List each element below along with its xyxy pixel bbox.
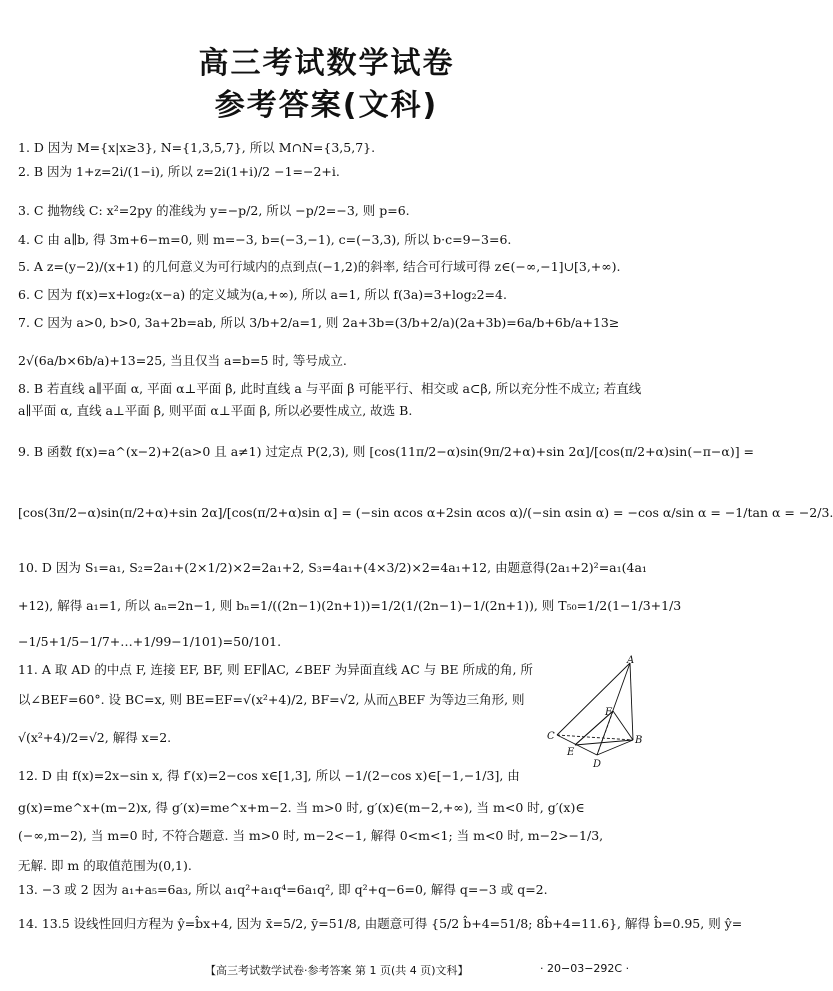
answer-line: 8. B 若直线 a∥平面 α, 平面 α⊥平面 β, 此时直线 a 与平面 β 可能平行、相交或 a⊂β, 所以充分性不成立; 若直线 (18, 381, 642, 396)
answer-line: 2√(6a/b×6b/a)+13=25, 当且仅当 a=b=5 时, 等号成立. (18, 353, 347, 368)
answer-line: √(x²+4)/2=√2, 解得 x=2. (18, 730, 172, 745)
footer-code: · 20−03−292C · (540, 962, 630, 975)
answer-line: (−∞,m−2), 当 m=0 时, 不符合题意. 当 m>0 时, m−2<−1, 解得 0<m<1; 当 m<0 时, m−2>−1/3, (18, 828, 604, 843)
label-b: B (635, 735, 643, 746)
label-c: C (547, 731, 555, 742)
label-e: E (567, 747, 575, 758)
answer-line: 7. C 因为 a>0, b>0, 3a+2b=ab, 所以 3/b+2/a=1, 则 2a+3b=(3/b+2/a)(2a+3b)=6a/b+6b/a+13≥ (18, 315, 620, 330)
footer-page-info: 【高三考试数学试卷·参考答案 第 1 页(共 4 页)文科】 (205, 964, 469, 977)
label-d: D (593, 759, 602, 770)
label-a: A (627, 655, 635, 666)
geometry-figure (545, 655, 645, 770)
answer-line: 13. −3 或 2 因为 a₁+a₅=6a₃, 所以 a₁q²+a₁q⁴=6a₁q², 即 q²+q−6=0, 解得 q=−3 或 q=2. (18, 882, 548, 897)
page-title: 高三考试数学试卷 (198, 46, 455, 81)
answer-line: g(x)=me^x+(m−2)x, 得 g′(x)=me^x+m−2. 当 m>0 时, g′(x)∈(m−2,+∞), 当 m<0 时, g′(x)∈ (18, 800, 585, 815)
answer-line: 14. 13.5 设线性回归方程为 ŷ=b̂x+4, 因为 x̄=5/2, ȳ=51/8, 由题意可得 {5/2 b̂+4=51/8; 8b̂+4=11.6}, 解得 b̂=0.95, 则 ŷ= (18, 916, 743, 931)
answer-line: 3. C 抛物线 C: x²=2py 的准线为 y=−p/2, 所以 −p/2=−3, 则 p=6. (18, 203, 410, 218)
answer-line: 12. D 由 f(x)=2x−sin x, 得 f′(x)=2−cos x∈[1,3], 所以 −1/(2−cos x)∈[−1,−1/3], 由 (18, 768, 520, 783)
answer-line: 1. D 因为 M={x|x≥3}, N={1,3,5,7}, 所以 M∩N={3,5,7}. (18, 140, 376, 155)
answer-line: 4. C 由 a∥b, 得 3m+6−m=0, 则 m=−3, b=(−3,−1), c=(−3,3), 所以 b·c=9−3=6. (18, 232, 512, 247)
answer-line: a∥平面 α, 直线 a⊥平面 β, 则平面 α⊥平面 β, 所以必要性成立, 故选 B. (18, 403, 413, 418)
answer-line: 2. B 因为 1+z=2i/(1−i), 所以 z=2i(1+i)/2 −1=−2+i. (18, 164, 340, 179)
answer-line: 11. A 取 AD 的中点 F, 连接 EF, BF, 则 EF∥AC, ∠BEF 为异面直线 AC 与 BE 所成的角, 所 (18, 662, 533, 677)
answer-line: 10. D 因为 S₁=a₁, S₂=2a₁+(2×1/2)×2=2a₁+2, S₃=4a₁+(4×3/2)×2=4a₁+12, 由题意得(2a₁+2)²=a₁(4a₁ (18, 560, 647, 575)
answer-line: [cos(3π/2−α)sin(π/2+α)+sin 2α]/[cos(π/2+α)sin α] = (−sin αcos α+2sin αcos α)/(−sin αsin α) = −cos α/sin α = −1/tan α = −2/3. (18, 505, 833, 520)
page-subtitle: 参考答案(文科) (214, 88, 439, 123)
answer-line: 5. A z=(y−2)/(x+1) 的几何意义为可行域内的点到点(−1,2)的斜率, 结合可行域可得 z∈(−∞,−1]∪[3,+∞). (18, 259, 621, 274)
answer-line: +12), 解得 a₁=1, 所以 aₙ=2n−1, 则 bₙ=1/((2n−1)(2n+1))=1/2(1/(2n−1)−1/(2n+1)), 则 T₅₀=1/2(1−1/3+1/3 (18, 598, 682, 613)
answer-line: 以∠BEF=60°. 设 BC=x, 则 BE=EF=√(x²+4)/2, BF=√2, 从而△BEF 为等边三角形, 则 (18, 692, 525, 707)
answer-line: 9. B 函数 f(x)=a^(x−2)+2(a>0 且 a≠1) 过定点 P(2,3), 则 [cos(11π/2−α)sin(9π/2+α)+sin 2α]/[cos(π/2+α)sin(−π−α)] = (18, 444, 755, 459)
answer-line: −1/5+1/5−1/7+…+1/99−1/101)=50/101. (18, 634, 282, 649)
answer-line: 6. C 因为 f(x)=x+log₂(x−a) 的定义域为(a,+∞), 所以 a=1, 所以 f(3a)=3+log₂2=4. (18, 287, 507, 302)
label-f: F (605, 707, 612, 718)
answer-line: 无解. 即 m 的取值范围为(0,1). (18, 858, 192, 873)
